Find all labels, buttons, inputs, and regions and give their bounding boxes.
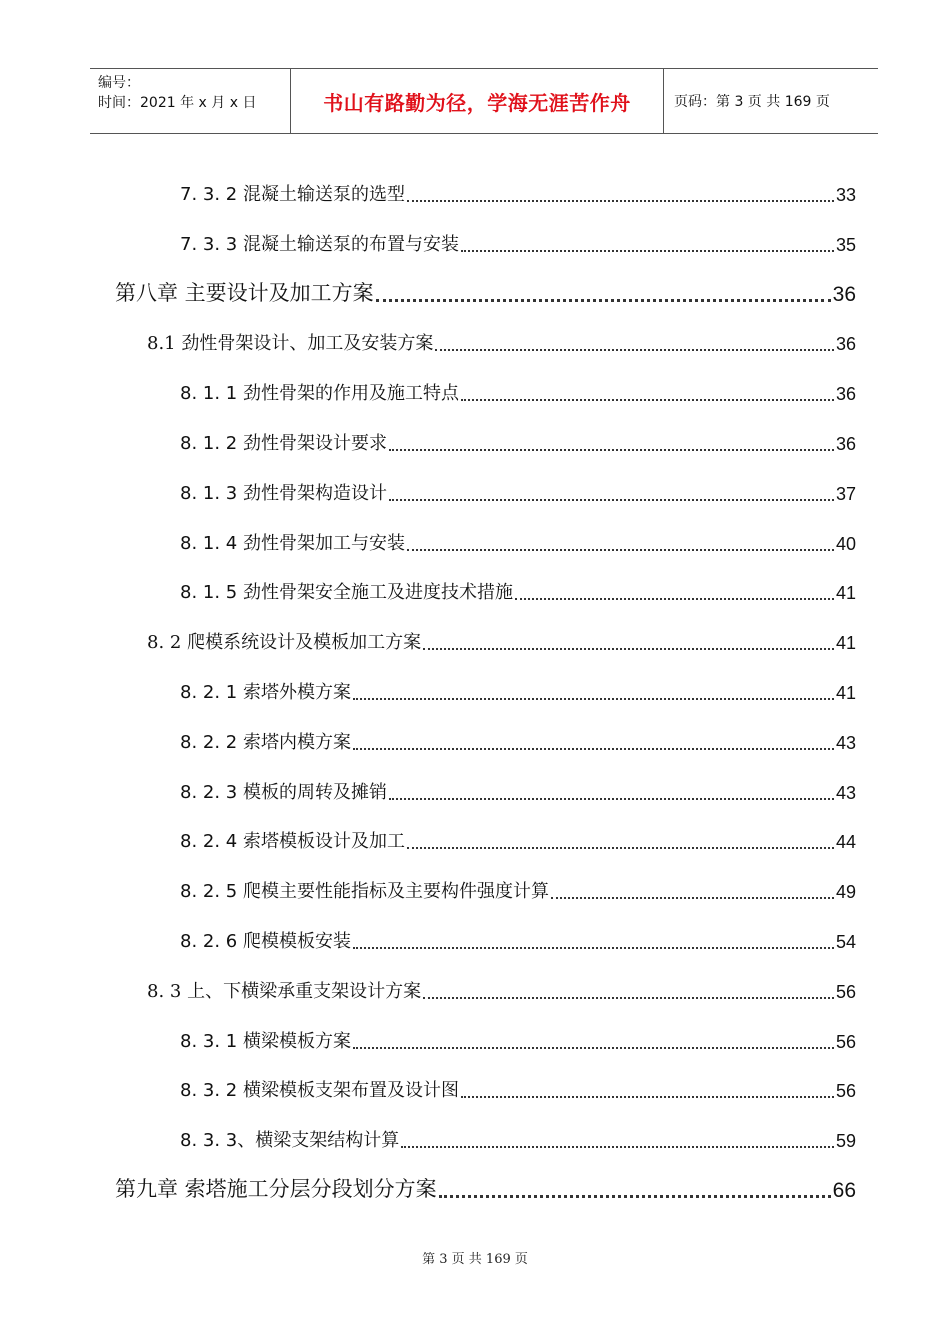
toc-entry[interactable] — [180, 1126, 856, 1152]
toc-entry-page: 59 — [835, 1131, 856, 1152]
toc-entry-page: 43 — [835, 732, 856, 753]
toc-leader-dots — [439, 1194, 831, 1198]
toc-entry-title: 7. 3. 3 混凝土输送泵的布置与安装 — [180, 233, 459, 255]
toc-entry[interactable] — [180, 927, 856, 953]
toc-entry-title: 8. 3. 3、横梁支架结构计算 — [180, 1130, 400, 1152]
toc-entry-title: 8. 2. 4 索塔模板设计及加工 — [180, 831, 405, 853]
toc-entry-title: 8. 2. 6 爬模模板安装 — [180, 931, 351, 952]
header-motto: 书山有路勤为径，学海无涯苦作舟 — [291, 69, 664, 133]
toc-entry-title: 8. 3 上、下横梁承重支架设计方案 — [147, 980, 422, 1002]
toc-entry[interactable] — [115, 1173, 856, 1203]
time-label: 时间：2021 年 x 月 x 日 — [98, 95, 257, 111]
toc-entry[interactable] — [180, 529, 856, 555]
toc-entry-title: 8. 1. 2 劲性骨架设计要求 — [180, 433, 387, 454]
page-footer: 第 3 页 共 169 页 — [422, 1252, 528, 1267]
toc-entry-page: 54 — [835, 932, 856, 952]
toc-leader-dots — [389, 448, 834, 451]
toc-leader-dots — [423, 996, 834, 999]
toc-entry[interactable] — [147, 628, 856, 654]
toc-leader-dots — [353, 946, 834, 949]
header-meta — [90, 69, 291, 133]
toc-entry-title: 8. 1. 5 劲性骨架安全施工及进度技术措施 — [180, 582, 513, 604]
toc-entry-title: 8.1 劲性骨架设计、加工及安装方案 — [147, 333, 434, 355]
toc-entry-page: 40 — [835, 533, 856, 554]
toc-entry-page: 36 — [835, 434, 856, 454]
toc-entry[interactable] — [180, 180, 856, 206]
toc-leader-dots — [461, 249, 834, 252]
toc-entry-page: 41 — [835, 633, 856, 654]
toc-entry[interactable] — [180, 877, 856, 903]
toc-leader-dots — [551, 896, 834, 899]
toc-leader-dots — [423, 647, 834, 650]
toc-entry-page: 41 — [835, 583, 856, 604]
toc-entry-title: 第九章 索塔施工分层分段划分方案 — [115, 1177, 437, 1201]
page-header — [90, 68, 878, 134]
toc-entry-title: 8. 1. 4 劲性骨架加工与安装 — [180, 532, 405, 554]
toc-entry-title: 8. 2. 3 模板的周转及摊销 — [180, 781, 387, 803]
toc-entry-title: 8. 3. 1 横梁模板方案 — [180, 1030, 351, 1052]
toc-entry[interactable] — [180, 778, 856, 804]
number-label: 编号： — [98, 75, 140, 91]
toc-entry[interactable] — [147, 977, 856, 1003]
toc-entry[interactable] — [180, 728, 856, 754]
toc-entry-page: 33 — [835, 185, 856, 205]
toc-entry-page: 56 — [835, 981, 856, 1002]
toc-entry[interactable] — [180, 1076, 856, 1102]
toc-leader-dots — [407, 846, 834, 849]
toc-entry[interactable] — [180, 429, 856, 455]
toc-leader-dots — [515, 597, 834, 600]
toc-entry[interactable] — [180, 827, 856, 853]
toc-entry-title: 8. 3. 2 横梁模板支架布置及设计图 — [180, 1080, 459, 1102]
toc-entry[interactable] — [180, 678, 856, 704]
toc-entry-page: 36 — [835, 384, 856, 405]
toc-entry-page: 56 — [835, 1081, 856, 1102]
toc-entry[interactable] — [147, 329, 856, 355]
toc-entry-page: 44 — [835, 832, 856, 853]
toc-entry-title: 8. 2. 2 索塔内模方案 — [180, 731, 351, 753]
toc-leader-dots — [401, 1145, 834, 1148]
toc-entry-title: 第八章 主要设计及加工方案 — [115, 280, 374, 305]
toc-entry-title: 8. 2 爬模系统设计及模板加工方案 — [147, 632, 422, 654]
toc-leader-dots — [435, 348, 834, 351]
toc-leader-dots — [353, 1046, 834, 1049]
toc-entry[interactable] — [180, 379, 856, 405]
toc-entry-page: 37 — [835, 483, 856, 504]
toc-leader-dots — [376, 298, 831, 302]
toc-entry[interactable] — [180, 578, 856, 604]
toc-entry-page: 43 — [835, 782, 856, 803]
toc-leader-dots — [389, 498, 834, 501]
toc-entry-page: 66 — [832, 1179, 856, 1202]
toc-entry-page: 36 — [835, 334, 856, 355]
toc-entry-title: 8. 1. 1 劲性骨架的作用及施工特点 — [180, 383, 459, 405]
toc-leader-dots — [389, 797, 834, 800]
toc-leader-dots — [353, 747, 834, 750]
header-page-info: 页码：第 3 页 共 169 页 — [674, 94, 830, 110]
toc-leader-dots — [353, 697, 834, 700]
toc-entry-title: 8. 1. 3 劲性骨架构造设计 — [180, 482, 387, 504]
toc-entry[interactable] — [180, 230, 856, 256]
toc-entry[interactable] — [180, 1027, 856, 1053]
toc-entry-page: 49 — [835, 882, 856, 903]
toc-entry-title: 8. 2. 1 索塔外模方案 — [180, 682, 351, 703]
toc-entry[interactable] — [180, 479, 856, 505]
toc-leader-dots — [407, 199, 834, 202]
toc-entry-title: 7. 3. 2 混凝土输送泵的选型 — [180, 184, 405, 205]
toc-entry-page: 56 — [835, 1031, 856, 1052]
toc-entry-page: 35 — [835, 234, 856, 255]
toc-leader-dots — [461, 1095, 834, 1098]
toc-entry-page: 41 — [835, 683, 856, 703]
toc-entry[interactable] — [115, 277, 856, 307]
toc-entry-page: 36 — [832, 282, 856, 306]
toc-leader-dots — [407, 548, 834, 551]
toc-entry-title: 8. 2. 5 爬模主要性能指标及主要构件强度计算 — [180, 881, 549, 903]
toc-leader-dots — [461, 398, 834, 401]
